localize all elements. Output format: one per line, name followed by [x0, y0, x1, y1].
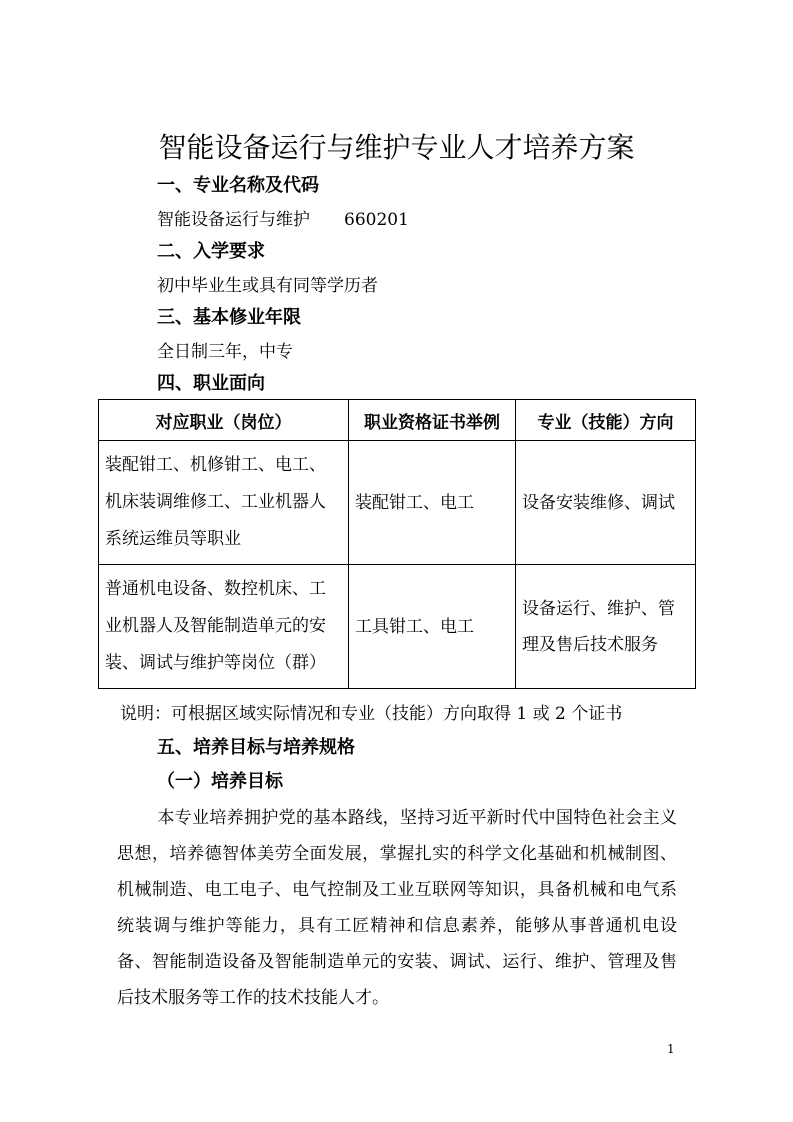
objective-paragraph [117, 800, 677, 1016]
objective-text: 本专业培养拥护党的基本路线，坚持习近平新时代中国特色社会主义思想，培养德智体美劳全面发展，掌握扎实的科学文化基础和机械制图、机械制造、电工电子、电气控制及工业互联网等知识，具备机械和电气系统装调与维护等能力，具有工匠精神和信息素养，能够从事普通机电设备、智能制造设备及智能制造单元的安装、调试、运行、维护、管理及售后技术服务等工作的技术技能人才。 [117, 808, 677, 1008]
table-cell-direction: 设备运行、维护、管理及售后技术服务 [516, 565, 696, 689]
table-cell-job: 装配钳工、机修钳工、电工、机床装调维修工、工业机器人系统运维员等职业 [99, 441, 349, 565]
table-cell-cert: 装配钳工、电工 [349, 441, 516, 565]
major-line [157, 206, 409, 234]
table-row [99, 441, 696, 565]
table-header-job: 对应职业（岗位） [99, 400, 349, 441]
career-table [98, 399, 696, 689]
admission-text: 初中毕业生或具有同等学历者 [157, 276, 378, 296]
major-code: 660201 [344, 210, 409, 230]
table-row [99, 565, 696, 689]
section-heading-2: 二、入学要求 [157, 241, 265, 262]
document-title: 智能设备运行与维护专业人才培养方案 [158, 131, 635, 164]
table-cell-cert: 工具钳工、电工 [349, 565, 516, 689]
subsection-heading-objective: （一）培养目标 [157, 771, 283, 792]
table-cell-job: 普通机电设备、数控机床、工业机器人及智能制造单元的安装、调试与维护等岗位（群） [99, 565, 349, 689]
major-name: 智能设备运行与维护 [157, 210, 310, 230]
table-header-cert: 职业资格证书举例 [349, 400, 516, 441]
table-note: 说明：可根据区域实际情况和专业（技能）方向取得 1 或 2 个证书 [120, 704, 623, 724]
section-heading-5: 五、培养目标与培养规格 [157, 737, 355, 758]
duration-text: 全日制三年，中专 [157, 342, 293, 362]
section-heading-3: 三、基本修业年限 [157, 307, 301, 328]
section-heading-1: 一、专业名称及代码 [157, 175, 319, 196]
table-cell-direction: 设备安装维修、调试 [516, 441, 696, 565]
section-heading-4: 四、职业面向 [157, 373, 265, 394]
page-number: 1 [667, 1042, 675, 1056]
table-header-direction: 专业（技能）方向 [516, 400, 696, 441]
table-header-row [99, 400, 696, 441]
